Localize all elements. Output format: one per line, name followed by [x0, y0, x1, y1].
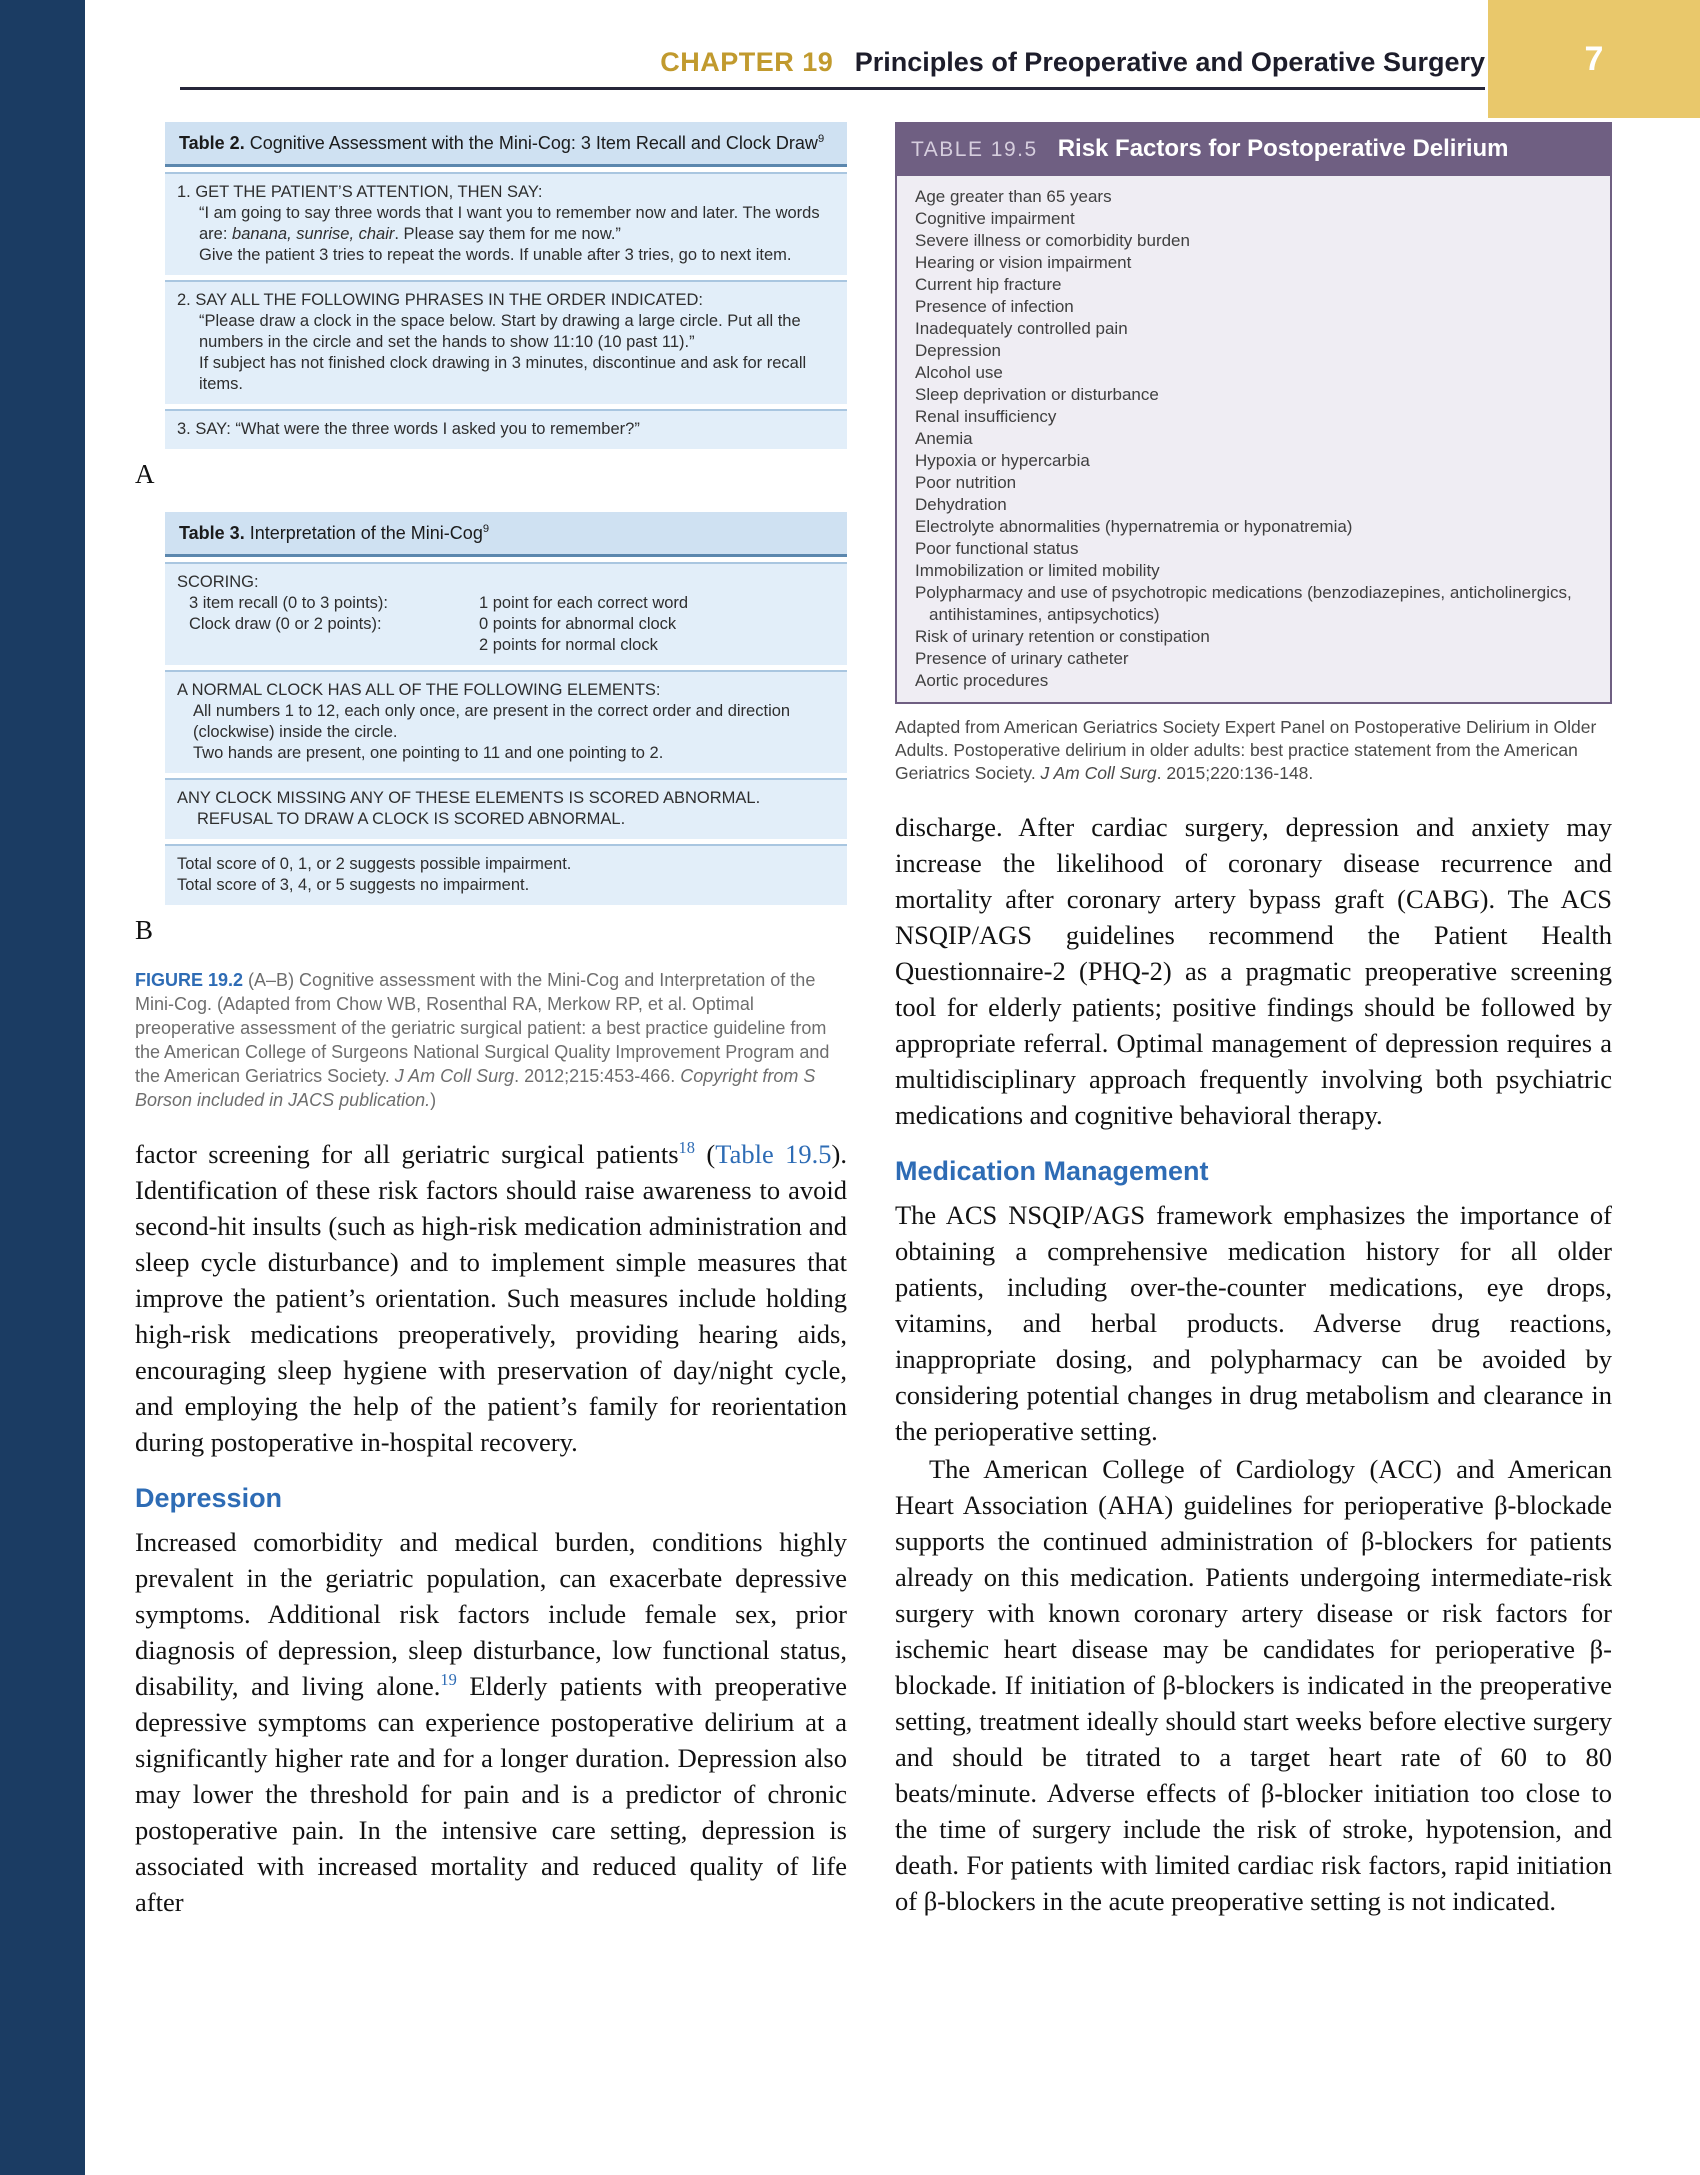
- risk-factor-item: Aortic procedures: [915, 670, 1049, 690]
- scoring-row-value-line: 0 points for abnormal clock: [479, 615, 677, 633]
- normal-clock-heading: A NORMAL CLOCK HAS ALL OF THE FOLLOWING ELEMENTS:: [177, 681, 661, 699]
- page-number: 7: [1584, 39, 1604, 78]
- risk-factor-item: Sleep deprivation or disturbance: [915, 385, 1159, 404]
- table-2-title-label: Table 2.: [179, 133, 245, 153]
- risk-factor-item: Polypharmacy and use of psychotropic medications (benzodiazepines, anticholinergics, antihistamines, antipsychotics): [915, 583, 1572, 624]
- right-column: [895, 122, 1612, 1922]
- risk-factor-item: Presence of urinary catheter: [915, 648, 1129, 668]
- scoring-row-value: 1 point for each correct word: [479, 594, 689, 612]
- risk-factor-item: Presence of infection: [915, 297, 1074, 316]
- table-19-5-number: TABLE 19.5: [911, 138, 1038, 161]
- table-2-title-ref: 9: [817, 133, 825, 145]
- table-2-item-1-quote: [177, 203, 833, 245]
- table-2-item-1: [165, 172, 847, 275]
- risk-factor-item: Severe illness or comorbidity burden: [915, 231, 1190, 250]
- table-2-item-2-quote: “Please draw a clock in the space below. Start by drawing a large circle. Put all the numbers in the circle and set the hands to show 11:10 (10 past 11).”: [199, 312, 801, 351]
- table-2-title-text: Cognitive Assessment with the Mini-Cog: 3 Item Recall and Clock Draw: [244, 133, 818, 153]
- table-2-item-2-note: If subject has not finished clock drawing in 3 minutes, discontinue and ask for recall items.: [199, 354, 807, 393]
- risk-factor-item: Current hip fracture: [915, 275, 1062, 294]
- table-2-item-3-head: 3. SAY: “What were the three words I asked you to remember?”: [177, 420, 640, 438]
- risk-factor-item: Hearing or vision impairment: [915, 253, 1132, 272]
- scoring-row-value: [479, 614, 833, 656]
- table-2-title: [165, 122, 847, 167]
- table-19-5-title: Risk Factors for Postoperative Delirium: [1057, 135, 1509, 162]
- reference-18-link[interactable]: 18: [678, 1138, 695, 1158]
- section-heading-medication-management: Medication Management: [895, 1155, 1209, 1186]
- table-3-abnormal-section: [165, 778, 847, 839]
- figure-number: FIGURE 19.2: [135, 970, 244, 990]
- body-text: (: [694, 1139, 716, 1169]
- body-text: factor screening for all geriatric surgical patients: [135, 1139, 679, 1169]
- caption-text: (A–B) Cognitive assessment with the Mini-Cog and Interpretation of the Mini-Cog. (Adapted from Chow WB, Rosenthal RA, Merkow RP, et al. Optimal preoperative assessment of the geriatric surgical patient: a best practice guideline from the American College of Surgeons National Surgical Quality Improvement Program and the American Geriatrics Society.: [135, 970, 830, 1086]
- table-3-title-ref: 9: [482, 523, 490, 535]
- risk-factor-item: Cognitive impairment: [915, 209, 1075, 228]
- table-2-item-1-note: Give the patient 3 tries to repeat the words. If unable after 3 tries, go to next item.: [199, 246, 792, 264]
- body-paragraph: The American College of Cardiology (ACC) and American Heart Association (AHA) guidelines for perioperative β-blockade supports the continued administration of β-blockers for patients already on this medication. Patients undergoing intermediate-risk surgery with known coronary artery disease or risk factors for ischemic heart disease may be candidates for perioperative β-blockade. If initiation of β-blockers is indicated in the preoperative setting, treatment ideally should start weeks before elective surgery and should be titrated to a target heart rate of 60 to 80 beats/minute. Adverse effects of β-blocker initiation too close to the time of surgery include the risk of stroke, hypotension, and death. For patients with limited cardiac risk factors, rapid initiation of β-blockers in the acute preoperative setting is not indicated.: [895, 1453, 1612, 1916]
- reference-19-link[interactable]: 19: [440, 1670, 457, 1690]
- table-2-item-2: [165, 280, 847, 404]
- table-3-title-label: Table 3.: [179, 523, 245, 543]
- risk-factor-item: Renal insufficiency: [915, 407, 1057, 426]
- table-19-5-risk-list: [895, 176, 1612, 704]
- caption-journal-italic: J Am Coll Surg: [394, 1066, 515, 1086]
- risk-factor-item: Poor functional status: [915, 539, 1079, 558]
- scoring-heading: SCORING:: [177, 573, 259, 591]
- table-3-scoring-section: [165, 562, 847, 665]
- table-19-5: [895, 122, 1612, 704]
- caption-text: ): [430, 1090, 437, 1110]
- body-paragraph: [135, 1136, 847, 1460]
- total-score-line: Total score of 3, 4, or 5 suggests no impairment.: [177, 876, 530, 894]
- scoring-row-label: Clock draw (0 or 2 points):: [189, 615, 382, 633]
- body-text: Increased comorbidity and medical burden, conditions highly prevalent in the geriatric population, can exacerbate depressive symptoms. Additional risk factors include female sex, prior diagnosis of depression, sleep disturbance, low functional status, disability, and living alone.: [135, 1527, 847, 1701]
- scoring-row-label: 3 item recall (0 to 3 points):: [189, 594, 388, 612]
- figure-caption: [135, 968, 847, 1112]
- left-column: [135, 122, 847, 1922]
- risk-factor-item: Risk of urinary retention or constipation: [915, 626, 1210, 646]
- table-3-title-text: Interpretation of the Mini-Cog: [244, 523, 483, 543]
- caption-copyright-italic: Copyright from S Borson included in JACS publication.: [135, 1066, 816, 1110]
- source-text: Adapted from American Geriatrics Society Expert Panel on Postoperative Delirium in Older Adults. Postoperative delirium in older adults: best practice statement from the American Geriatrics Society.: [895, 716, 1597, 783]
- total-score-line: Total score of 0, 1, or 2 suggests possible impairment.: [177, 855, 572, 873]
- table-3-box: [165, 512, 847, 905]
- page-edge-bar: [0, 0, 85, 2175]
- table-3-normal-clock-section: [165, 670, 847, 773]
- two-column-layout: [135, 122, 1612, 1922]
- source-journal-italic: J Am Coll Surg: [1040, 762, 1157, 783]
- normal-clock-line: Two hands are present, one pointing to 11 and one pointing to 2.: [193, 744, 664, 762]
- table-3-total-score-section: [165, 844, 847, 905]
- figure-label-b: B: [135, 915, 154, 945]
- risk-factor-item: Electrolyte abnormalities (hypernatremia or hyponatremia): [915, 517, 1353, 536]
- body-paragraph: The ACS NSQIP/AGS framework emphasizes the importance of obtaining a comprehensive medication history for all older patients, including over-the-counter medications, eye drops, vitamins, and herbal products. Adverse drug reactions, inappropriate dosing, and polypharmacy can be avoided by considering potential changes in drug metabolism and clearance in the perioperative setting.: [895, 1199, 1612, 1446]
- risk-factor-item: Poor nutrition: [915, 473, 1017, 492]
- chapter-title: Principles of Preoperative and Operative Surgery: [854, 47, 1485, 77]
- running-header: [180, 46, 1485, 90]
- quote-text: “I am going to say three words that I want you to remember now and later. The words are:: [199, 204, 820, 243]
- table-19-5-source-note: [895, 716, 1612, 785]
- body-paragraph: discharge. After cardiac surgery, depression and anxiety may increase the likelihood of coronary disease recurrence and mortality after coronary artery bypass graft (CABG). The ACS NSQIP/AGS guidelines recommend the Patient Health Questionnaire-2 (PHQ-2) as a pragmatic preoperative screening tool for elderly patients; positive findings should be followed by appropriate referral. Optimal management of depression requires a multidisciplinary approach frequently involving both psychiatric medications and cognitive behavioral therapy.: [895, 811, 1612, 1130]
- risk-factor-item: Depression: [915, 341, 1001, 360]
- table-19-5-header: [895, 122, 1612, 176]
- table-2-item-1-head: 1. GET THE PATIENT’S ATTENTION, THEN SAY:: [177, 183, 543, 201]
- risk-factor-item: Dehydration: [915, 495, 1007, 514]
- table-2-item-3: [165, 409, 847, 449]
- risk-factor-item: Hypoxia or hypercarbia: [915, 451, 1090, 470]
- section-heading-depression: Depression: [135, 1483, 283, 1513]
- risk-factor-item: Inadequately controlled pain: [915, 319, 1128, 338]
- table-19-5-crossref-link[interactable]: Table 19.5: [715, 1139, 832, 1169]
- body-paragraph: [135, 1524, 847, 1920]
- quote-words-italic: banana, sunrise, chair: [232, 225, 395, 243]
- table-2-item-2-head: 2. SAY ALL THE FOLLOWING PHRASES IN THE ORDER INDICATED:: [177, 291, 703, 309]
- scoring-row-value-line: 2 points for normal clock: [479, 636, 658, 654]
- abnormal-clock-text: ANY CLOCK MISSING ANY OF THESE ELEMENTS IS SCORED ABNORMAL. REFUSAL TO DRAW A CLOCK IS SCORED ABNORMAL.: [177, 789, 761, 828]
- page-content: [85, 0, 1700, 2175]
- quote-text: . Please say them for me now.”: [394, 225, 621, 243]
- chapter-label: CHAPTER 19: [660, 47, 834, 77]
- risk-factor-item: Alcohol use: [915, 363, 1003, 382]
- risk-factor-item: Immobilization or limited mobility: [915, 561, 1160, 580]
- body-text: Elderly patients with preoperative depressive symptoms can experience postoperative delirium at a significantly higher rate and for a longer duration. Depression also may lower the threshold for pain and is a predictor of chronic postoperative pain. In the intensive care setting, depression is associated with increased mortality and reduced quality of life after: [135, 1671, 847, 1917]
- figure-label-a: A: [135, 459, 155, 489]
- table-3-title: [165, 512, 847, 557]
- source-text: . 2015;220:136-148.: [1156, 762, 1314, 783]
- normal-clock-line: All numbers 1 to 12, each only once, are present in the correct order and direction (clockwise) inside the circle.: [193, 702, 791, 741]
- caption-text: . 2012;215:453-466.: [514, 1066, 681, 1086]
- body-text: ). Identification of these risk factors should raise awareness to avoid second-hit insults (such as high-risk medication administration and sleep cycle disturbance) and to implement simple measures that improve the patient’s orientation. Such measures include holding high-risk medications preoperatively, providing hearing aids, encouraging sleep hygiene with preservation of day/night cycle, and employing the help of the patient’s family for reorientation during postoperative in-hospital recovery.: [135, 1139, 847, 1457]
- risk-factor-item: Anemia: [915, 429, 973, 448]
- scoring-grid: [177, 593, 833, 656]
- table-2-box: [165, 122, 847, 449]
- risk-factor-item: Age greater than 65 years: [915, 187, 1112, 206]
